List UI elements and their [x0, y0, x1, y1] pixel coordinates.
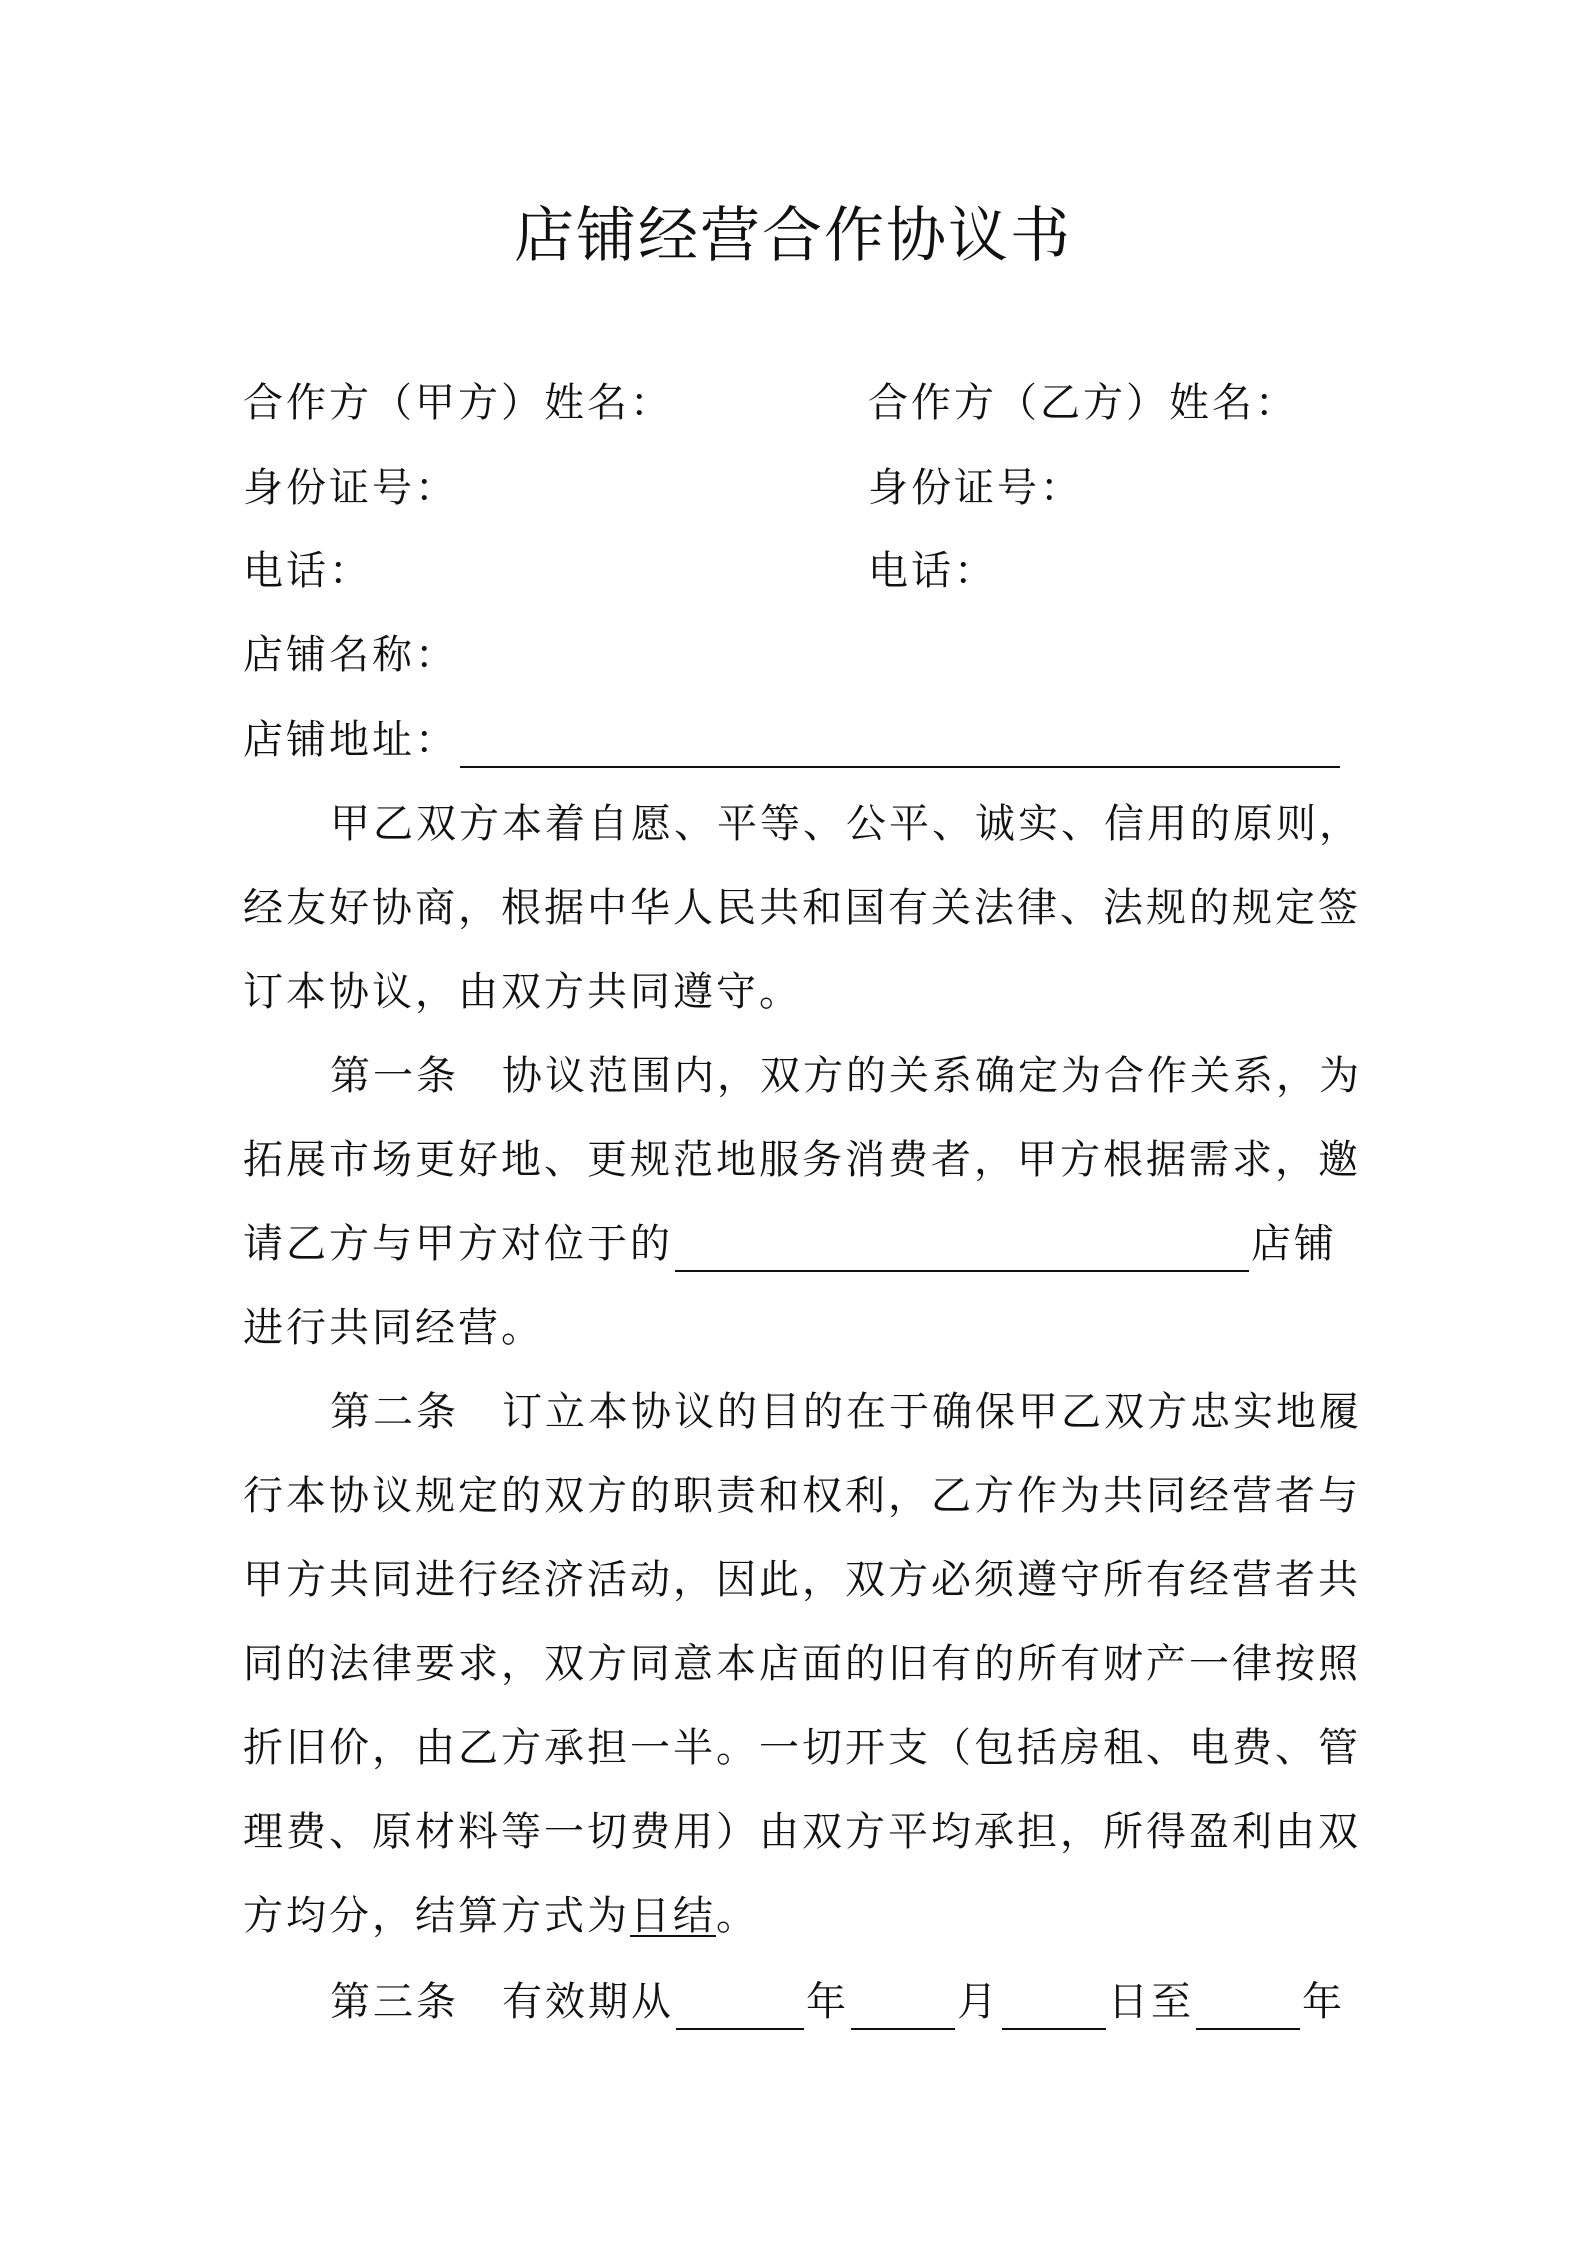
start-year-blank	[676, 1984, 804, 2030]
article3-line-1	[330, 1974, 1345, 2030]
article2-line-7-after: 。	[716, 1893, 759, 1939]
intro-line-3: 订本协议，由双方共同遵守。	[243, 969, 802, 1015]
party-a-id-label: 身份证号：	[243, 465, 458, 511]
article2-line-7-before: 方均分，结算方式为	[243, 1893, 630, 1939]
article2-line-1: 第二条 订立本协议的目的在于确保甲乙双方忠实地履	[330, 1389, 1362, 1435]
article1-line-3-before: 请乙方与甲方对位于的	[243, 1221, 673, 1267]
article1-line-3-after: 店铺	[1251, 1221, 1337, 1267]
start-month-blank	[851, 1984, 955, 2030]
article1-line-2: 拓展市场更好地、更规范地服务消费者，甲方根据需求，邀	[243, 1137, 1361, 1183]
end-year-blank	[1196, 1984, 1300, 2030]
intro-line-1: 甲乙双方本着自愿、平等、公平、诚实、信用的原则，	[330, 801, 1362, 847]
article3-year1: 年	[806, 1979, 849, 2025]
party-b-phone-label: 电话：	[868, 548, 997, 594]
article2-line-5: 折旧价，由乙方承担一半。一切开支（包括房租、电费、管	[243, 1725, 1361, 1771]
party-b-id-label: 身份证号：	[868, 465, 1083, 511]
article1-line-3	[243, 1216, 1337, 1272]
article2-line-7	[243, 1888, 759, 1944]
article3-month: 月	[957, 1979, 1000, 2025]
shop-address-label: 店铺地址：	[243, 717, 458, 763]
article2-line-4: 同的法律要求，双方同意本店面的旧有的所有财产一律按照	[243, 1641, 1361, 1687]
article1-line-4: 进行共同经营。	[243, 1305, 544, 1351]
article3-year2: 年	[1302, 1979, 1345, 2025]
article1-line-1: 第一条 协议范围内，双方的关系确定为合作关系，为	[330, 1053, 1362, 1099]
document-title: 店铺经营合作协议书	[514, 201, 1072, 271]
shop-location-blank	[675, 1226, 1249, 1272]
article2-line-2: 行本协议规定的双方的职责和权利，乙方作为共同经营者与	[243, 1473, 1361, 1519]
intro-line-2: 经友好协商，根据中华人民共和国有关法律、法规的规定签	[243, 885, 1361, 931]
shop-address-blank	[460, 722, 1340, 768]
article2-line-3: 甲方共同进行经济活动，因此，双方必须遵守所有经营者共	[243, 1557, 1361, 1603]
shop-name-label: 店铺名称：	[243, 632, 458, 678]
article2-line-6: 理费、原材料等一切费用）由双方平均承担，所得盈利由双	[243, 1809, 1361, 1855]
party-a-phone-label: 电话：	[243, 548, 372, 594]
party-a-name-label: 合作方（甲方）姓名：	[243, 380, 673, 426]
party-b-name-label: 合作方（乙方）姓名：	[868, 380, 1298, 426]
shop-address-row	[243, 712, 1342, 768]
article3-day-to: 日至	[1108, 1979, 1194, 2025]
settlement-method: 日结	[630, 1893, 716, 1939]
article3-prefix: 第三条 有效期从	[330, 1979, 674, 2025]
start-day-blank	[1002, 1984, 1106, 2030]
